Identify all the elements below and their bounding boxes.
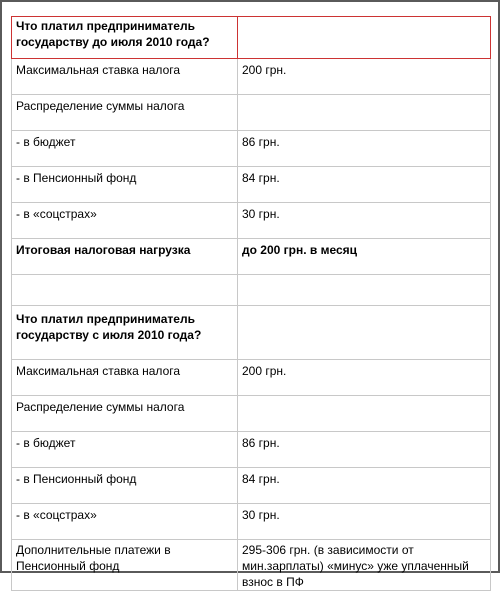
row-value: 30 грн. [238, 203, 491, 239]
table-row [12, 131, 491, 167]
row-value: 84 грн. [238, 468, 491, 504]
table-row [12, 17, 491, 59]
row-value: до 200 грн. в месяц [238, 239, 491, 275]
table-row [12, 95, 491, 131]
row-label: - в Пенсионный фонд [12, 468, 238, 504]
row-label: - в Пенсионный фонд [12, 167, 238, 203]
row-value [238, 306, 491, 360]
row-value: 84 грн. [238, 167, 491, 203]
row-label: Что платил предприниматель государству до июля 2010 года? [12, 17, 238, 59]
row-value: 30 грн. [238, 504, 491, 540]
row-label: Итоговая налоговая нагрузка [12, 239, 238, 275]
table-row [12, 540, 491, 591]
row-label: Распределение суммы налога [12, 396, 238, 432]
table-row [12, 504, 491, 540]
row-label: - в «соцстрах» [12, 504, 238, 540]
table-row [12, 203, 491, 239]
row-value [238, 396, 491, 432]
row-value [238, 17, 491, 59]
row-value [238, 95, 491, 131]
table-row [12, 396, 491, 432]
row-label: Максимальная ставка налога [12, 59, 238, 95]
table-row [12, 275, 491, 306]
row-label: Распределение суммы налога [12, 95, 238, 131]
table-row [12, 468, 491, 504]
table-row [12, 306, 491, 360]
table-row [12, 167, 491, 203]
table-row [12, 239, 491, 275]
row-value: 86 грн. [238, 131, 491, 167]
row-value [238, 275, 491, 306]
row-value: 295-306 грн. (в зависимости от мин.зарплаты) «минус» уже уплаченный взнос в ПФ [238, 540, 491, 591]
row-label: Дополнительные платежи в Пенсионный фонд [12, 540, 238, 591]
row-value: 200 грн. [238, 59, 491, 95]
row-label: Что платил предприниматель государству с июля 2010 года? [12, 306, 238, 360]
row-value: 86 грн. [238, 432, 491, 468]
row-label: - в бюджет [12, 131, 238, 167]
row-label [12, 275, 238, 306]
row-label: Максимальная ставка налога [12, 360, 238, 396]
row-value: 200 грн. [238, 360, 491, 396]
tax-comparison-table [11, 16, 491, 591]
table-row [12, 360, 491, 396]
table-row [12, 59, 491, 95]
row-label: - в бюджет [12, 432, 238, 468]
table-row [12, 432, 491, 468]
row-label: - в «соцстрах» [12, 203, 238, 239]
